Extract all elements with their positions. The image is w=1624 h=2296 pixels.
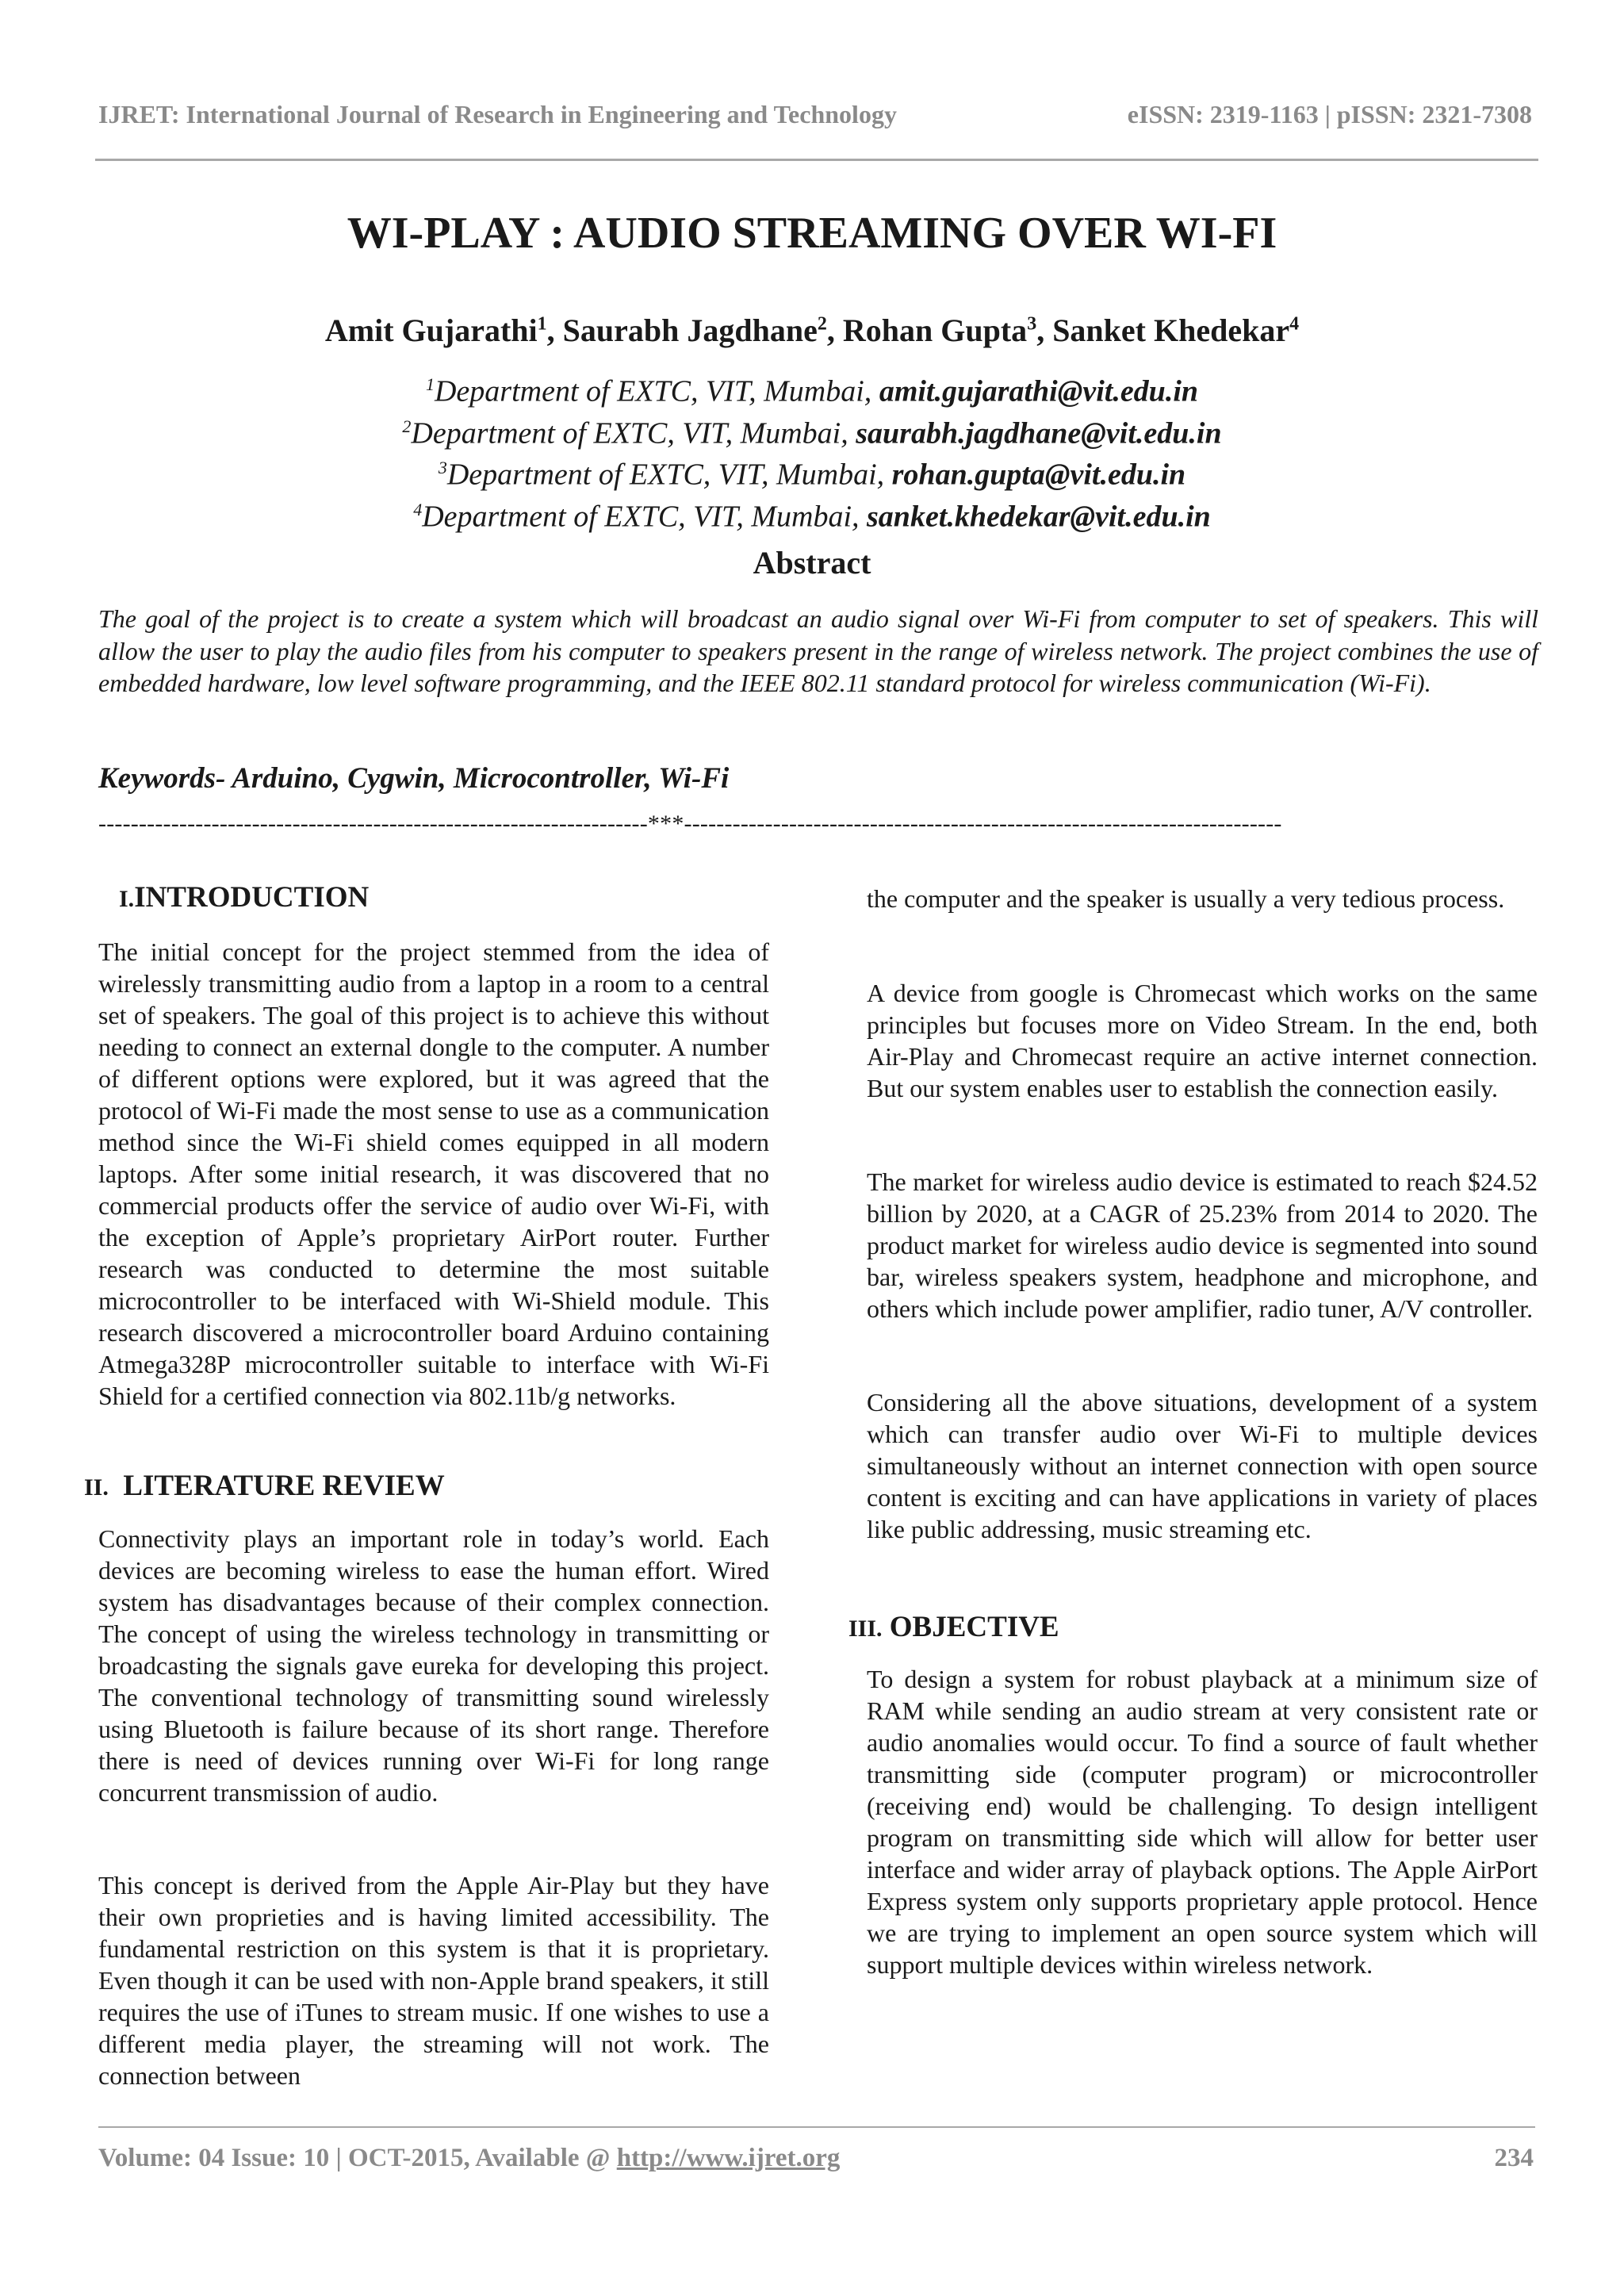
affiliation-line bbox=[0, 450, 1624, 493]
section-title: LITERATURE REVIEW bbox=[123, 1470, 445, 1502]
author-sep: , bbox=[546, 312, 563, 348]
author-sep: , bbox=[826, 312, 843, 348]
section-separator: --------------------------------------------------------------------***-------------------------------------------------------------------------- bbox=[98, 811, 1282, 837]
affiliation-line bbox=[0, 493, 1624, 535]
literature-paragraph: This concept is derived from the Apple Air-Play but they have their own proprieties and is having limited accessibility. The fundamental restriction on this system is that it is proprietary. Even though it can be used with non-Apple brand speakers, it still requires the use of iTunes to stream music. If one wishes to use a different media player, the streaming will not work. The connection between bbox=[98, 1871, 769, 2090]
author-sup: 1 bbox=[537, 313, 547, 335]
affil-dept: Department of EXTC, VIT, Mumbai, bbox=[446, 458, 892, 492]
affil-sup: 3 bbox=[438, 458, 447, 478]
affil-sup: 1 bbox=[425, 374, 435, 394]
intro-paragraph: The initial concept for the project stemmed from the idea of wirelessly transmitting audio from a laptop in a room to a central set of speakers. The goal of this project is to achieve this without needing to connect an external dongle to the computer. A number of different options were explored, but it was agreed that the protocol of Wi-Fi made the most sense to use as a communication method since the Wi-Fi shield comes equipped in all modern laptops. After some initial research, it was discovered that no commercial products offer the service of audio over Wi-Fi, with the exception of Apple’s proprietary AirPort router. Further research was conducted to determine the most suitable microcontroller to be interfaced with Wi-Shield module. This research discovered a microcontroller board Arduino containing Atmega328P microcontroller suitable to interface with Wi-Fi Shield for a certified connection via 802.11b/g networks. bbox=[98, 937, 769, 1410]
section-heading-objective bbox=[848, 1610, 1519, 1644]
right-column-paragraph: The market for wireless audio device is estimated to reach $24.52 billion by 2020, at a CAGR of 25.23% from 2014 to 2020. The product market for wireless audio device is segmented into sound bar, wireless speakers system, headphone and microphone, and others which include power amplifier, radio tuner, A/V controller. bbox=[867, 1167, 1538, 1323]
author-email[interactable]: amit.gujarathi@vit.edu.in bbox=[879, 374, 1199, 408]
author-list bbox=[0, 312, 1624, 349]
objective-paragraph: To design a system for robust playback at a minimum size of RAM while sending an audio stream at very consistent rate or audio anomalies would occur. To find a source of fault whether transmitting side (computer program) or microcontroller (receiving end) would be challenging. To design intelligent program on transmitting side which will allow for better user interface and wider array of playback options. The Apple AirPort Express system only supports proprietary apple protocol. Hence we are trying to implement an open source system which will support multiple devices within wireless network. bbox=[867, 1665, 1538, 1979]
author-name: Amit Gujarathi bbox=[324, 312, 538, 348]
author-email[interactable]: saurabh.jagdhane@vit.edu.in bbox=[856, 416, 1222, 450]
abstract-text: The goal of the project is to create a system which will broadcast an audio signal over Wi-Fi from computer to set of speakers. This will allow the user to play the audio files from his computer to speakers present in the range of wireless network. The project combines the use of embedded hardware, low level software programming, and the IEEE 802.11 standard protocol for wireless communication (Wi-Fi). bbox=[98, 604, 1538, 697]
section-number: I. bbox=[119, 886, 135, 912]
header-divider bbox=[95, 159, 1538, 161]
affil-dept: Department of EXTC, VIT, Mumbai, bbox=[422, 500, 868, 534]
affiliations bbox=[0, 367, 1624, 535]
author-sep: , bbox=[1036, 312, 1053, 348]
author-name: Sanket Khedekar bbox=[1052, 312, 1290, 348]
right-column-paragraph: A device from google is Chromecast which works on the same principles but focuses more on Video Stream. In the end, both Air-Play and Chromecast require an active internet connection. But our system enables user to establish the connection easily. bbox=[867, 979, 1538, 1102]
author-sup: 2 bbox=[817, 313, 827, 335]
literature-paragraph: Connectivity plays an important role in today’s world. Each devices are becoming wireless to ease the human effort. Wired system has disadvantages because of their complex connection. The concept of using the wireless technology in transmitting or broadcasting the signals gave eureka for developing this project. The conventional technology of transmitting sound wirelessly using Bluetooth is failure because of its short range. Therefore there is need of devices running over Wi-Fi for long range concurrent transmission of audio. bbox=[98, 1524, 769, 1807]
author-email[interactable]: rohan.gupta@vit.edu.in bbox=[891, 458, 1186, 492]
affil-dept: Department of EXTC, VIT, Mumbai, bbox=[434, 374, 879, 408]
journal-name: IJRET: International Journal of Research in Engineering and Technology bbox=[98, 100, 897, 128]
section-number: III. bbox=[848, 1616, 883, 1642]
footer-volume-text: Volume: 04 Issue: 10 | OCT-2015, Available @ bbox=[98, 2144, 617, 2172]
affil-dept: Department of EXTC, VIT, Mumbai, bbox=[411, 416, 856, 450]
section-title: OBJECTIVE bbox=[889, 1611, 1059, 1643]
issn-info: eISSN: 2319-1163 | pISSN: 2321-7308 bbox=[1127, 100, 1532, 128]
keywords: Keywords- Arduino, Cygwin, Microcontroller, Wi-Fi bbox=[98, 762, 730, 795]
affil-sup: 2 bbox=[402, 416, 412, 436]
section-number: II. bbox=[84, 1474, 109, 1501]
affiliation-line bbox=[0, 409, 1624, 451]
affil-sup: 4 bbox=[413, 499, 423, 519]
author-sup: 4 bbox=[1289, 313, 1300, 335]
page-number: 234 bbox=[1494, 2144, 1534, 2172]
journal-link[interactable]: http://www.ijret.org bbox=[616, 2144, 841, 2172]
footer-volume bbox=[98, 2144, 840, 2173]
abstract-heading: Abstract bbox=[753, 545, 871, 581]
author-email[interactable]: sanket.khedekar@vit.edu.in bbox=[867, 500, 1211, 534]
section-heading-literature-review bbox=[84, 1469, 755, 1503]
footer-divider bbox=[98, 2126, 1535, 2128]
author-name: Saurabh Jagdhane bbox=[562, 312, 818, 348]
section-heading-introduction bbox=[119, 880, 790, 914]
author-sup: 3 bbox=[1027, 313, 1037, 335]
right-column-paragraph: the computer and the speaker is usually a very tedious process. bbox=[867, 884, 1505, 913]
author-name: Rohan Gupta bbox=[842, 312, 1028, 348]
section-title: INTRODUCTION bbox=[134, 881, 370, 914]
affiliation-line bbox=[0, 367, 1624, 409]
right-column-paragraph: Considering all the above situations, development of a system which can transfer audio over Wi-Fi to multiple devices simultaneously without an internet connection with open source content is exciting and can have applications in variety of places like public addressing, music streaming etc. bbox=[867, 1388, 1538, 1543]
paper-title: WI-PLAY : AUDIO STREAMING OVER WI-FI bbox=[347, 209, 1277, 258]
